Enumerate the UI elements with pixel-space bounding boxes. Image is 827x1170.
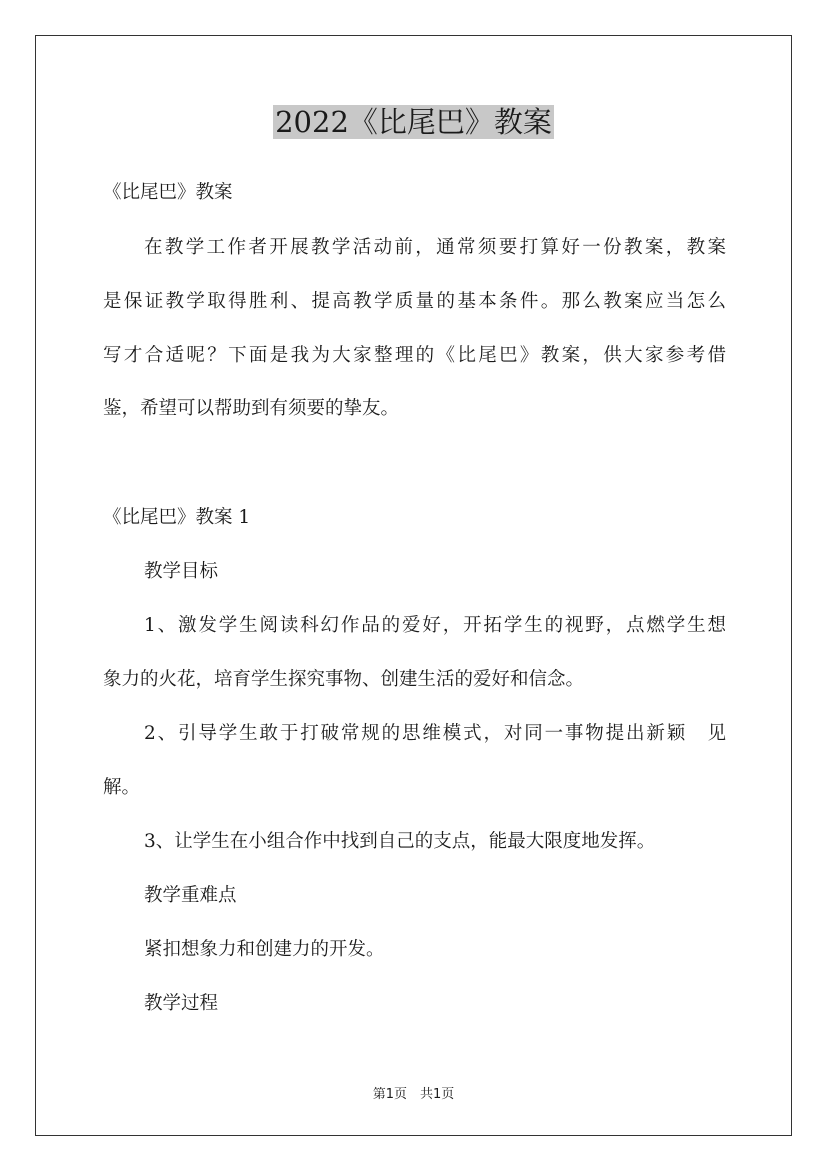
key-points-heading: 教学重难点 bbox=[144, 885, 237, 906]
page-footer: 第1页 共1页 bbox=[372, 1087, 455, 1102]
goal-1-line-2: 象力的火花，培育学生探究事物、创建生活的爱好和信念。 bbox=[103, 669, 585, 690]
goal-1-line-1: 1、激发学生阅读科幻作品的爱好，开拓学生的视野，点燃学生想 bbox=[144, 615, 726, 636]
goal-2-line-1: 2、引导学生敢于打破常规的思维模式，对同一事物提出新颖 见 bbox=[144, 723, 726, 744]
key-points-text: 紧扣想象力和创建力的开发。 bbox=[144, 939, 385, 960]
intro-line-3: 写才合适呢？下面是我为大家整理的《比尾巴》教案，供大家参考借 bbox=[103, 345, 726, 366]
intro-line-1: 在教学工作者开展教学活动前，通常须要打算好一份教案，教案 bbox=[144, 237, 726, 258]
goals-heading: 教学目标 bbox=[144, 561, 219, 582]
intro-line-4: 鉴，希望可以帮助到有须要的挚友。 bbox=[103, 398, 400, 419]
process-heading: 教学过程 bbox=[144, 993, 219, 1014]
document-title bbox=[0, 102, 827, 142]
goal-2-line-2: 解。 bbox=[103, 777, 141, 798]
document-title-text: 2022《比尾巴》教案 bbox=[275, 105, 552, 139]
document-heading: 《比尾巴》教案 bbox=[103, 182, 233, 203]
intro-line-2: 是保证教学取得胜利、提高教学质量的基本条件。那么教案应当怎么 bbox=[103, 291, 726, 312]
goal-3: 3、让学生在小组合作中找到自己的支点，能最大限度地发挥。 bbox=[144, 831, 656, 852]
section-title: 《比尾巴》教案 1 bbox=[103, 507, 251, 528]
